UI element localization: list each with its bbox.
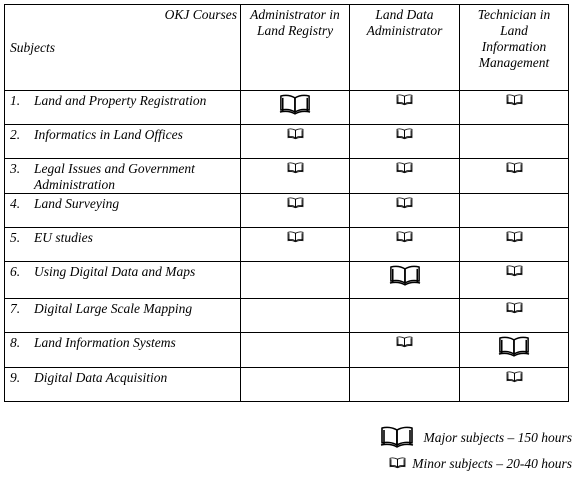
mark-cell [241, 159, 350, 194]
subject-cell [5, 228, 241, 262]
legend-minor-text: Minor subjects – 20-40 hours [412, 456, 572, 471]
mark-cell [241, 333, 350, 368]
open-book-small-icon [396, 230, 413, 245]
mark-cell [350, 333, 460, 368]
subject-number: 2. [10, 127, 21, 142]
open-book-small-icon [287, 196, 304, 211]
subject-label: Informatics in Land Offices [34, 127, 183, 142]
subject-label: Using Digital Data and Maps [34, 264, 196, 279]
course-subject-table [4, 4, 569, 402]
mark-cell [350, 299, 460, 333]
subject-number: 8. [10, 335, 21, 350]
subject-cell [5, 368, 241, 402]
subject-number: 1. [10, 93, 21, 108]
subject-number: 3. [10, 161, 21, 176]
table-row [5, 299, 569, 333]
open-book-small-icon [506, 230, 523, 245]
mark-cell [460, 299, 569, 333]
open-book-large-icon [498, 335, 530, 357]
mark-cell [241, 194, 350, 228]
column-header-line: Information [481, 39, 547, 54]
legend-major-text: Major subjects – 150 hours [423, 430, 572, 445]
mark-cell [350, 159, 460, 194]
subject-label: EU studies [34, 230, 93, 245]
table-row [5, 228, 569, 262]
column-header-land-data-administrator [350, 5, 460, 91]
table-row [5, 125, 569, 159]
open-book-small-icon [506, 93, 523, 108]
mark-cell [241, 262, 350, 299]
table-corner-cell [5, 5, 241, 91]
mark-cell [460, 228, 569, 262]
subject-cell [5, 194, 241, 228]
open-book-large-icon [279, 93, 311, 115]
mark-cell [460, 194, 569, 228]
mark-cell [460, 368, 569, 402]
column-header-line: Management [478, 55, 550, 70]
column-header-line: Land Data [375, 7, 434, 22]
subject-label: Digital Data Acquisition [34, 370, 168, 385]
subject-number: 9. [10, 370, 21, 385]
open-book-large-icon [389, 264, 421, 286]
subject-wrap [10, 370, 240, 386]
column-header-line: Administrator in [250, 7, 340, 22]
subject-label: Land and Property Registration [34, 93, 207, 108]
mark-cell [350, 262, 460, 299]
table-row [5, 262, 569, 299]
open-book-small-icon [396, 127, 413, 142]
subject-cell [5, 262, 241, 299]
subject-number: 5. [10, 230, 21, 245]
mark-cell [460, 125, 569, 159]
legend-major [380, 425, 573, 448]
open-book-small-icon [389, 456, 406, 472]
subject-cell [5, 333, 241, 368]
subject-label: Digital Large Scale Mapping [34, 301, 193, 316]
table-row [5, 159, 569, 194]
subject-wrap [10, 230, 240, 246]
subject-wrap [10, 301, 240, 317]
open-book-small-icon [396, 196, 413, 211]
mark-cell [460, 91, 569, 125]
open-book-small-icon [396, 161, 413, 176]
subject-wrap [10, 335, 240, 351]
subject-cell [5, 299, 241, 333]
column-header-technician-land-info-mgmt [460, 5, 569, 91]
mark-cell [241, 125, 350, 159]
column-header-administrator-land-registry [241, 5, 350, 91]
subject-wrap [10, 196, 240, 212]
open-book-small-icon [396, 93, 413, 108]
open-book-small-icon [287, 230, 304, 245]
subject-label: Legal Issues and Government Administration [34, 161, 195, 192]
mark-cell [241, 368, 350, 402]
okj-courses-label: OKJ Courses [164, 7, 237, 22]
subjects-label: Subjects [10, 40, 55, 55]
mark-cell [350, 125, 460, 159]
mark-cell [460, 333, 569, 368]
subject-wrap [10, 93, 240, 109]
open-book-large-icon [380, 425, 414, 448]
open-book-small-icon [287, 127, 304, 142]
subject-cell [5, 91, 241, 125]
table-row [5, 91, 569, 125]
subject-label: Land Information Systems [34, 335, 176, 350]
column-header-line: Land Registry [256, 23, 334, 38]
subject-number: 4. [10, 196, 21, 211]
open-book-small-icon [506, 161, 523, 176]
table-row [5, 194, 569, 228]
mark-cell [350, 194, 460, 228]
mark-cell [350, 228, 460, 262]
subject-wrap [10, 127, 240, 143]
legend-minor [389, 456, 572, 472]
mark-cell [350, 91, 460, 125]
subject-wrap [10, 161, 240, 193]
subject-cell [5, 125, 241, 159]
open-book-small-icon [506, 301, 523, 316]
subject-label: Land Surveying [34, 196, 120, 211]
header-row [5, 5, 569, 91]
subject-number: 7. [10, 301, 21, 316]
mark-cell [241, 299, 350, 333]
mark-cell [241, 91, 350, 125]
open-book-small-icon [506, 264, 523, 279]
column-header-line: Administrator [366, 23, 443, 38]
open-book-small-icon [506, 370, 523, 385]
subject-wrap [10, 264, 240, 280]
open-book-small-icon [396, 335, 413, 350]
subject-cell [5, 159, 241, 194]
mark-cell [460, 159, 569, 194]
column-header-line: Land [500, 23, 528, 38]
column-header-line: Technician in [477, 7, 551, 22]
subject-number: 6. [10, 264, 21, 279]
table-row [5, 368, 569, 402]
mark-cell [350, 368, 460, 402]
mark-cell [460, 262, 569, 299]
table-row [5, 333, 569, 368]
open-book-small-icon [287, 161, 304, 176]
mark-cell [241, 228, 350, 262]
